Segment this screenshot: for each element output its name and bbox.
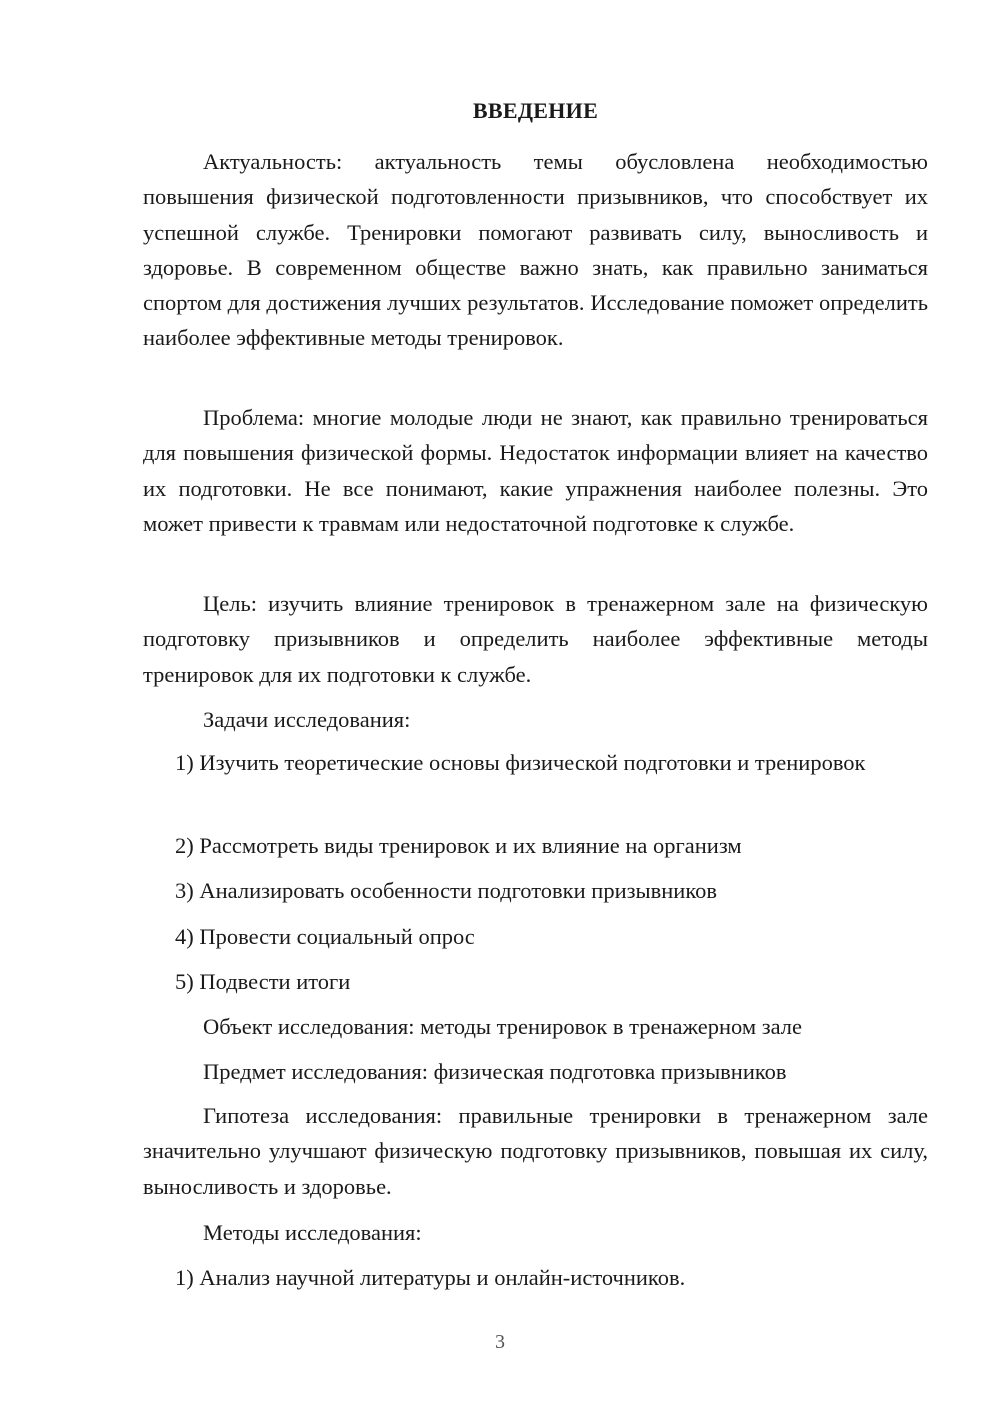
- relevance-paragraph: Актуальность: актуальность темы обусловлена необходимостью повышения физической подготовленности призывников, что способствует их успешной службе. Тренировки помогают развивать силу, выносливость и здоровье. В современном обществе важно знать, как правильно заниматься спортом для достижения лучших результатов. Исследование поможет определить наиболее эффективные методы тренировок.: [143, 149, 928, 351]
- task-item-2: 2) Рассмотреть виды тренировок и их влияние на организм: [175, 833, 742, 858]
- object-line: Объект исследования: методы тренировок в тренажерном зале: [203, 1014, 802, 1039]
- subject-line: Предмет исследования: физическая подготовка призывников: [203, 1059, 787, 1084]
- problem-paragraph: Проблема: многие молодые люди не знают, как правильно тренироваться для повышения физической формы. Недостаток информации влияет на качество их подготовки. Не все понимают, какие упражнения наиболее полезны. Это может привести к травмам или недостаточной подготовке к службе.: [143, 405, 928, 536]
- task-item-3: 3) Анализировать особенности подготовки призывников: [175, 878, 717, 903]
- goal-paragraph: Цель: изучить влияние тренировок в тренажерном зале на физическую подготовку призывников и определить наиболее эффективные методы тренировок для их подготовки к службе.: [143, 591, 928, 687]
- task-item-5: 5) Подвести итоги: [175, 969, 351, 994]
- method-item-1: 1) Анализ научной литературы и онлайн-источников.: [175, 1265, 686, 1290]
- hypothesis-paragraph: Гипотеза исследования: правильные тренировки в тренажерном зале значительно улучшают физическую подготовку призывников, повышая их силу, выносливость и здоровье.: [143, 1103, 928, 1199]
- task-item-4: 4) Провести социальный опрос: [175, 924, 475, 949]
- task-item-1: 1) Изучить теоретические основы физической подготовки и тренировок: [175, 750, 866, 775]
- page-number: 3: [495, 1331, 505, 1353]
- section-title: ВВЕДЕНИЕ: [472, 98, 599, 123]
- methods-heading: Методы исследования:: [203, 1220, 422, 1245]
- tasks-heading: Задачи исследования:: [203, 707, 411, 732]
